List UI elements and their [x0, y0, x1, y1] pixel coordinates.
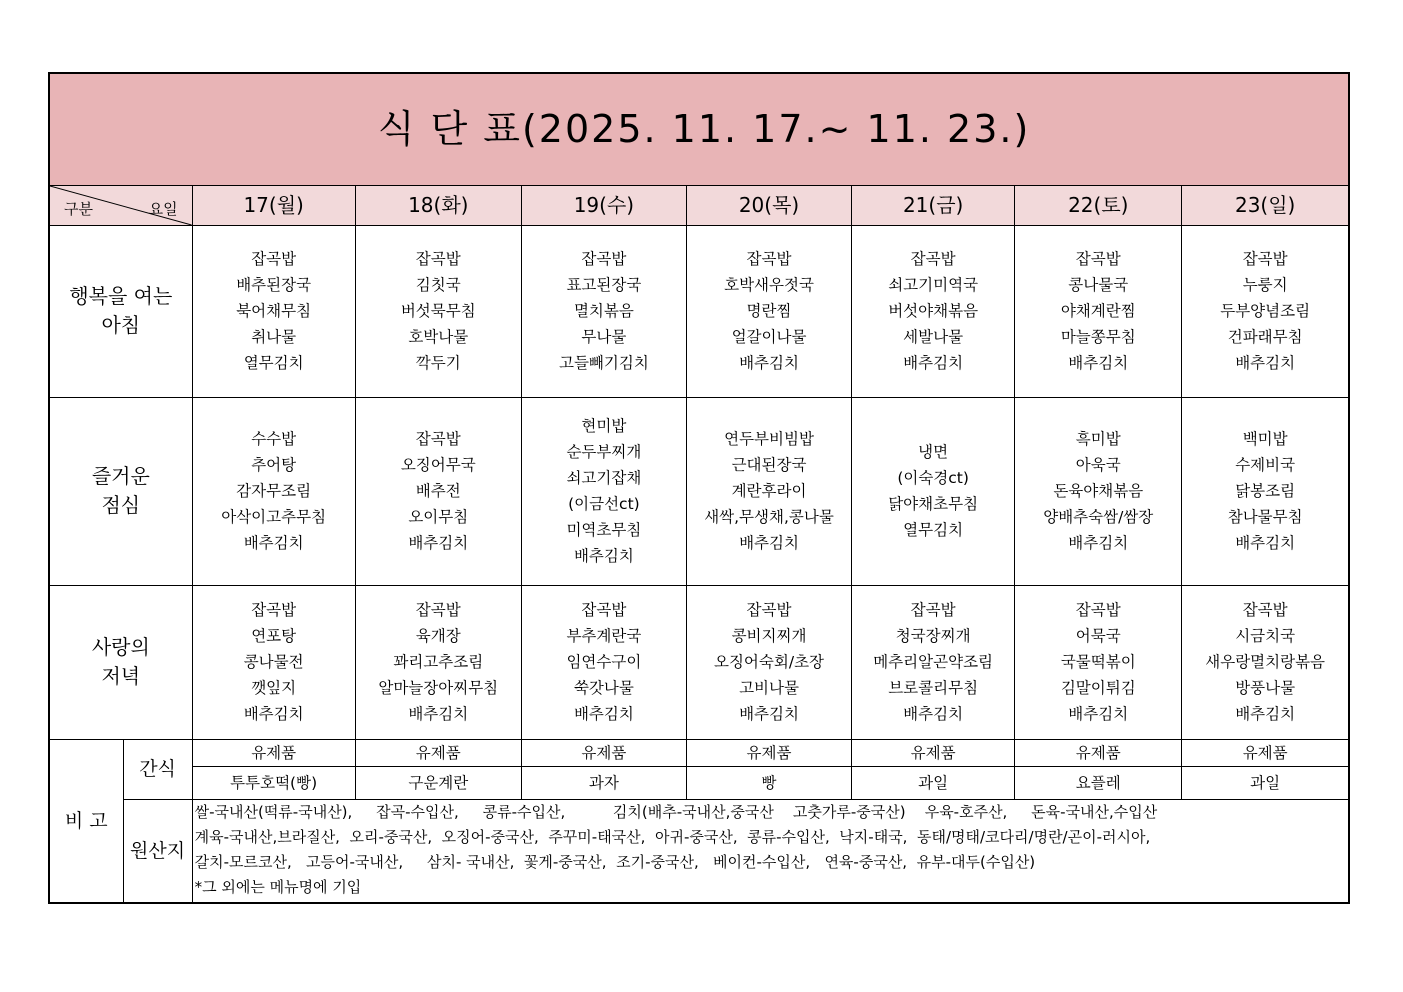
menu-item: 배추김치 [408, 534, 469, 552]
snack-cell: 유제품 [355, 739, 521, 766]
menu-item: 배추김치 [1068, 534, 1129, 552]
menu-item: 배추김치 [243, 534, 304, 552]
menu-item: 잡곡밥 [746, 601, 792, 619]
menu-item: 연두부비빔밥 [724, 430, 814, 448]
origin-line: 쌀-국내산(떡류-국내산), 잡곡-수입산, 콩류-수입산, 김치(배추-국내산,중국산 고춧가루-중국산) 우육-호주산, 돈육-국내산,수입산 [194, 802, 1158, 821]
menu-item: 취나물 [251, 328, 297, 346]
menu-item: 아욱국 [1075, 456, 1121, 474]
menu-item: 표고된장국 [566, 276, 642, 294]
menu-item: 순두부찌개 [566, 443, 642, 461]
menu-cell [192, 397, 355, 585]
menu-item: 꽈리고추조림 [393, 653, 484, 671]
meal-label-lunch [49, 397, 192, 585]
menu-item: 배추김치 [903, 705, 964, 723]
menu-item: 북어채무침 [236, 302, 312, 320]
menu-cell [852, 397, 1015, 585]
menu-item: 야채계란찜 [1060, 302, 1136, 320]
menu-item: 백미밥 [1242, 430, 1288, 448]
menu-item: 배추김치 [1235, 534, 1296, 552]
menu-item: 잡곡밥 [581, 601, 627, 619]
menu-item: 잡곡밥 [251, 601, 297, 619]
menu-item: 잡곡밥 [415, 250, 461, 268]
menu-item: 잡곡밥 [1242, 250, 1288, 268]
menu-item: 육개장 [415, 627, 461, 645]
menu-item: 배추김치 [1235, 354, 1296, 372]
snack-cell: 유제품 [852, 739, 1015, 766]
snack-cell: 요플레 [1015, 766, 1182, 799]
menu-item: 잡곡밥 [251, 250, 297, 268]
menu-item: 쇠고기미역국 [888, 276, 979, 294]
menu-item: 버섯야채볶음 [888, 302, 979, 320]
menu-item: 잡곡밥 [910, 250, 956, 268]
menu-item: 잡곡밥 [1242, 601, 1288, 619]
meal-label-line: 행복을 여는 [69, 284, 173, 308]
breakfast-row [49, 225, 1349, 397]
menu-item: 배추김치 [1068, 354, 1129, 372]
page-title [49, 73, 1349, 185]
menu-cell [686, 585, 851, 739]
meal-plan-table [48, 72, 1350, 904]
menu-item: 새우랑멸치랑볶음 [1205, 653, 1326, 671]
menu-cell [521, 225, 686, 397]
menu-item: 잡곡밥 [1075, 601, 1121, 619]
menu-cell [1182, 397, 1349, 585]
lunch-row [49, 397, 1349, 585]
menu-item: 수제비국 [1235, 456, 1296, 474]
menu-cell [355, 585, 521, 739]
menu-item: 김말이튀김 [1060, 679, 1136, 697]
meal-label-line: 저녁 [101, 664, 141, 688]
menu-item: 시금치국 [1235, 627, 1296, 645]
snack-cell: 과일 [1182, 766, 1349, 799]
menu-item: 건파래무침 [1227, 328, 1303, 346]
meal-label-line: 아침 [101, 313, 141, 337]
menu-cell [355, 225, 521, 397]
menu-item: 누룽지 [1242, 276, 1288, 294]
menu-item: 어묵국 [1075, 627, 1121, 645]
menu-item: 배추김치 [739, 534, 799, 552]
menu-item: 수수밥 [251, 430, 297, 448]
menu-item: 미역초무침 [566, 521, 642, 539]
menu-item: 계란후라이 [731, 482, 807, 500]
menu-item: 잡곡밥 [415, 601, 461, 619]
menu-cell [686, 225, 851, 397]
menu-item: 근대된장국 [731, 456, 807, 474]
menu-item: (이금선ct) [568, 495, 640, 513]
day-header: 18(화) [355, 185, 521, 225]
menu-item: 배추김치 [739, 705, 799, 723]
menu-item: 닭야채초무침 [888, 495, 979, 513]
menu-item: 배추김치 [903, 354, 964, 372]
origin-line: *그 외에는 메뉴명에 기입 [194, 877, 362, 896]
origin-info [192, 799, 1349, 903]
origin-line: 계육-국내산,브라질산, 오리-중국산, 오징어-중국산, 주꾸미-태국산, 아귀-중국산, 콩류-수입산, 낙지-태국, 동태/명태/코다리/명란/곤이-러시아, [194, 827, 1151, 846]
snack-cell: 유제품 [192, 739, 355, 766]
snack-cell: 빵 [686, 766, 851, 799]
menu-cell [192, 225, 355, 397]
menu-item: 국물떡볶이 [1060, 653, 1136, 671]
snack-cell: 과자 [521, 766, 686, 799]
origin-line: 갈치-모르코산, 고등어-국내산, 삼치- 국내산, 꽃게-중국산, 조기-중국산, 베이컨-수입산, 연육-중국산, 유부-대두(수입산) [194, 852, 1036, 871]
menu-cell [521, 585, 686, 739]
menu-item: 현미밥 [581, 417, 627, 435]
menu-item: 추어탕 [251, 456, 297, 474]
menu-item: 메추리알곤약조림 [873, 653, 994, 671]
title-text: 식 단 표(2025. 11. 17.~ 11. 23.) [377, 107, 1031, 152]
menu-item: (이숙경ct) [897, 469, 969, 487]
menu-item: 고들빼기김치 [558, 354, 649, 372]
day-header: 19(수) [521, 185, 686, 225]
menu-item: 알마늘장아찌무침 [378, 679, 499, 697]
snack-cell: 유제품 [686, 739, 851, 766]
menu-item: 쇠고기잡채 [566, 469, 642, 487]
menu-item: 열무김치 [903, 521, 964, 539]
dinner-row [49, 585, 1349, 739]
menu-item: 흑미밥 [1075, 430, 1121, 448]
menu-item: 배추김치 [1068, 705, 1129, 723]
day-header: 21(금) [852, 185, 1015, 225]
menu-cell [192, 585, 355, 739]
menu-cell [1182, 225, 1349, 397]
menu-item: 브로콜리무침 [888, 679, 979, 697]
header-category-label: 구분 [64, 199, 93, 218]
menu-item: 콩비지찌개 [731, 627, 807, 645]
menu-item: 호박새우젓국 [724, 276, 814, 294]
menu-cell [1015, 585, 1182, 739]
menu-item: 연포탕 [251, 627, 297, 645]
origin-label: 원산지 [123, 799, 192, 903]
snack-cell: 과일 [852, 766, 1015, 799]
menu-item: 잡곡밥 [910, 601, 956, 619]
menu-cell [852, 585, 1015, 739]
menu-cell [686, 397, 851, 585]
menu-item: 오징어무국 [400, 456, 476, 474]
snack-cell: 유제품 [521, 739, 686, 766]
menu-item: 배추김치 [573, 547, 634, 565]
menu-item: 얼갈이나물 [731, 328, 807, 346]
menu-item: 잡곡밥 [1075, 250, 1121, 268]
day-header: 23(일) [1182, 185, 1349, 225]
menu-item: 양배추숙쌈/쌈장 [1043, 508, 1154, 526]
menu-cell [521, 397, 686, 585]
menu-item: 세발나물 [903, 328, 964, 346]
remarks-label: 비 고 [49, 739, 123, 903]
menu-cell [852, 225, 1015, 397]
meal-label-breakfast [49, 225, 192, 397]
menu-cell [1015, 225, 1182, 397]
menu-item: 두부양념조림 [1220, 302, 1311, 320]
menu-item: 호박나물 [408, 328, 469, 346]
menu-item: 닭봉조림 [1235, 482, 1296, 500]
meal-label-line: 점심 [101, 493, 141, 517]
menu-item: 버섯묵무침 [400, 302, 476, 320]
menu-item: 콩나물전 [243, 653, 304, 671]
menu-item: 부추계란국 [566, 627, 642, 645]
menu-item: 참나물무침 [1227, 508, 1303, 526]
menu-item: 새싹,무생채,콩나물 [704, 508, 834, 526]
meal-label-dinner [49, 585, 192, 739]
menu-item: 임연수구이 [566, 653, 642, 671]
menu-item: 돈육야채볶음 [1053, 482, 1144, 500]
menu-item: 김칫국 [415, 276, 461, 294]
day-header: 20(목) [686, 185, 851, 225]
menu-item: 콩나물국 [1068, 276, 1129, 294]
menu-item: 배추김치 [243, 705, 304, 723]
menu-item: 배추전 [415, 482, 461, 500]
snack-cell: 투투호떡(빵) [192, 766, 355, 799]
menu-item: 멸치볶음 [573, 302, 634, 320]
menu-item: 잡곡밥 [415, 430, 461, 448]
menu-item: 잡곡밥 [581, 250, 627, 268]
menu-item: 배추김치 [739, 354, 799, 372]
menu-item: 열무김치 [243, 354, 304, 372]
header-corner-cell [49, 185, 192, 225]
menu-item: 깍두기 [415, 354, 461, 372]
menu-item: 명란찜 [746, 302, 792, 320]
menu-item: 마늘쫑무침 [1060, 328, 1136, 346]
header-weekday-label: 요일 [148, 199, 178, 218]
menu-cell [1015, 397, 1182, 585]
snack-label: 간식 [123, 739, 192, 799]
menu-item: 오징어숙회/초장 [713, 653, 825, 671]
meal-label-line: 사랑의 [91, 635, 150, 659]
menu-item: 깻잎지 [251, 679, 297, 697]
menu-item: 청국장찌개 [895, 627, 971, 645]
menu-item: 배추김치 [573, 705, 634, 723]
snack-cell: 구운계란 [355, 766, 521, 799]
menu-item: 무나물 [581, 328, 627, 346]
day-header: 17(월) [192, 185, 355, 225]
day-header: 22(토) [1015, 185, 1182, 225]
menu-item: 쑥갓나물 [573, 679, 634, 697]
menu-item: 배추김치 [1235, 705, 1296, 723]
menu-item: 배추김치 [408, 705, 469, 723]
menu-item: 오이무침 [408, 508, 469, 526]
menu-item: 배추된장국 [236, 276, 312, 294]
menu-item: 감자무조림 [236, 482, 312, 500]
snack-cell: 유제품 [1015, 739, 1182, 766]
menu-cell [355, 397, 521, 585]
menu-item: 고비나물 [739, 679, 799, 697]
menu-item: 방풍나물 [1235, 679, 1296, 697]
menu-item: 아삭이고추무침 [221, 508, 327, 526]
menu-item: 냉면 [918, 443, 949, 461]
menu-item: 잡곡밥 [746, 250, 792, 268]
menu-cell [1182, 585, 1349, 739]
snack-cell: 유제품 [1182, 739, 1349, 766]
meal-label-line: 즐거운 [91, 464, 150, 488]
